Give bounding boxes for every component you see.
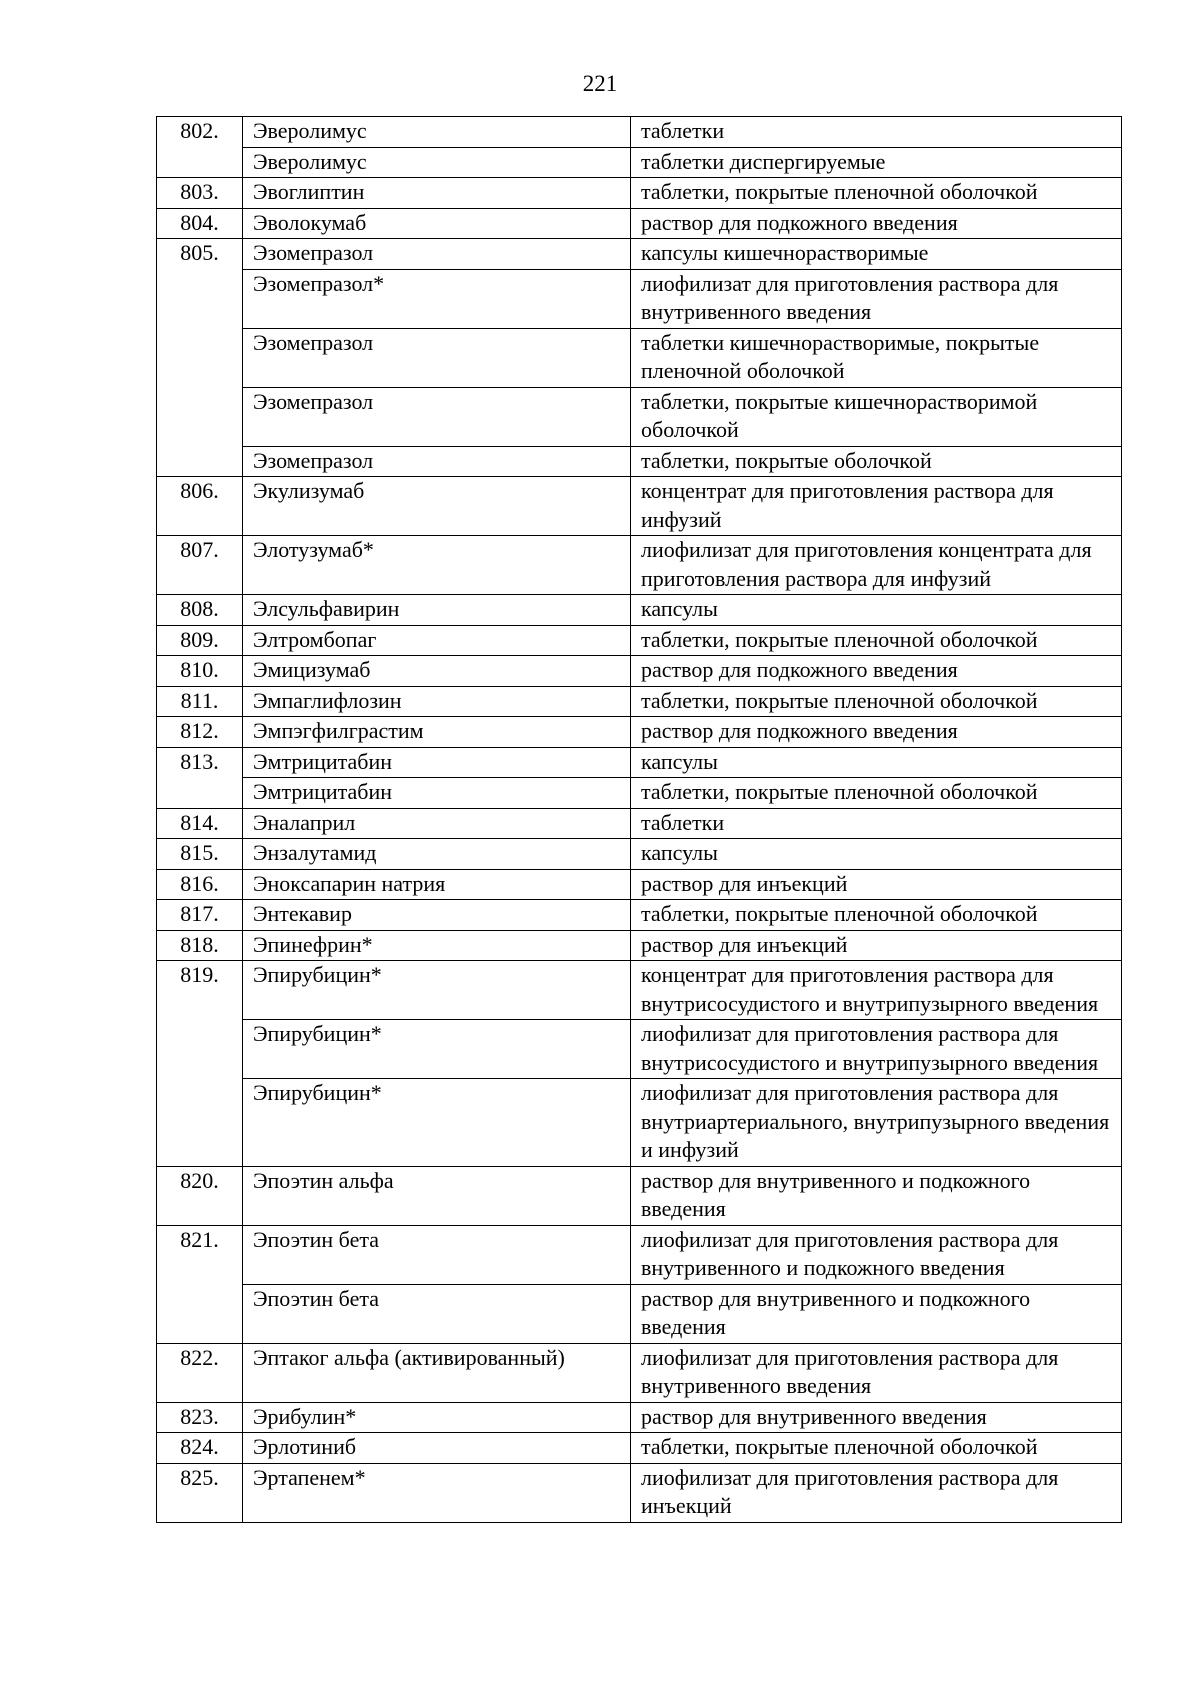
table-row — [157, 1079, 1122, 1167]
drug-name: Эмицизумаб — [243, 656, 631, 687]
table-row — [157, 595, 1122, 626]
drug-name: Элотузумаб* — [243, 536, 631, 595]
dosage-form: лиофилизат для приготовления раствора для внутривенного введения — [631, 1343, 1122, 1402]
drug-name: Элсульфавирин — [243, 595, 631, 626]
table-row — [157, 961, 1122, 1020]
drug-name: Эзомепразол — [243, 446, 631, 477]
item-number: 803. — [157, 178, 243, 209]
dosage-form: капсулы кишечнорастворимые — [631, 239, 1122, 270]
dosage-form: лиофилизат для приготовления концентрата для приготовления раствора для инфузий — [631, 536, 1122, 595]
item-number: 802. — [157, 117, 243, 178]
drug-name: Эпоэтин бета — [243, 1284, 631, 1343]
dosage-form: капсулы — [631, 747, 1122, 778]
dosage-form: таблетки, покрытые пленочной оболочкой — [631, 178, 1122, 209]
table-row — [157, 1020, 1122, 1079]
drug-name: Эпоэтин бета — [243, 1225, 631, 1284]
drug-name: Эпирубицин* — [243, 961, 631, 1020]
drug-name: Энзалутамид — [243, 839, 631, 870]
item-number: 812. — [157, 717, 243, 748]
item-number: 810. — [157, 656, 243, 687]
item-number: 816. — [157, 869, 243, 900]
table-row — [157, 269, 1122, 328]
table-row — [157, 808, 1122, 839]
table-row — [157, 686, 1122, 717]
drug-name: Эмпэгфилграстим — [243, 717, 631, 748]
dosage-form: таблетки, покрытые оболочкой — [631, 446, 1122, 477]
table-row — [157, 208, 1122, 239]
table-row — [157, 117, 1122, 148]
dosage-form: раствор для внутривенного введения — [631, 1402, 1122, 1433]
item-number: 807. — [157, 536, 243, 595]
item-number: 815. — [157, 839, 243, 870]
item-number: 806. — [157, 477, 243, 536]
table-row — [157, 625, 1122, 656]
page-number: 221 — [582, 71, 618, 96]
table-row — [157, 656, 1122, 687]
drug-name: Экулизумаб — [243, 477, 631, 536]
item-number: 811. — [157, 686, 243, 717]
drug-name: Эмтрицитабин — [243, 747, 631, 778]
table-row — [157, 446, 1122, 477]
dosage-form: раствор для инъекций — [631, 869, 1122, 900]
table-row — [157, 178, 1122, 209]
table-row — [157, 747, 1122, 778]
table-row — [157, 477, 1122, 536]
item-number: 820. — [157, 1166, 243, 1225]
drug-name: Эрибулин* — [243, 1402, 631, 1433]
table-row — [157, 1463, 1122, 1522]
table-row — [157, 536, 1122, 595]
dosage-form: таблетки кишечнорастворимые, покрытые пленочной оболочкой — [631, 328, 1122, 387]
dosage-form: таблетки, покрытые пленочной оболочкой — [631, 900, 1122, 931]
dosage-form: лиофилизат для приготовления раствора для инъекций — [631, 1463, 1122, 1522]
drug-table — [156, 116, 1122, 1523]
dosage-form: таблетки, покрытые кишечнорастворимой оболочкой — [631, 387, 1122, 446]
drug-name: Эверолимус — [243, 117, 631, 148]
table-row — [157, 1402, 1122, 1433]
dosage-form: таблетки — [631, 117, 1122, 148]
drug-name: Эпирубицин* — [243, 1079, 631, 1167]
dosage-form: таблетки, покрытые пленочной оболочкой — [631, 1433, 1122, 1464]
dosage-form: лиофилизат для приготовления раствора для внутривенного введения — [631, 269, 1122, 328]
drug-name: Эверолимус — [243, 147, 631, 178]
table-row — [157, 387, 1122, 446]
table-row — [157, 778, 1122, 809]
drug-name: Эзомепразол* — [243, 269, 631, 328]
table-row — [157, 900, 1122, 931]
drug-name: Эзомепразол — [243, 387, 631, 446]
table-row — [157, 869, 1122, 900]
drug-name: Эртапенем* — [243, 1463, 631, 1522]
item-number: 823. — [157, 1402, 243, 1433]
table-row — [157, 1284, 1122, 1343]
item-number: 808. — [157, 595, 243, 626]
table-row — [157, 147, 1122, 178]
dosage-form: таблетки, покрытые пленочной оболочкой — [631, 778, 1122, 809]
drug-name: Эпирубицин* — [243, 1020, 631, 1079]
item-number: 814. — [157, 808, 243, 839]
dosage-form: таблетки — [631, 808, 1122, 839]
drug-name: Эмтрицитабин — [243, 778, 631, 809]
drug-name: Эволокумаб — [243, 208, 631, 239]
drug-name: Эптаког альфа (активированный) — [243, 1343, 631, 1402]
item-number: 821. — [157, 1225, 243, 1343]
dosage-form: таблетки диспергируемые — [631, 147, 1122, 178]
dosage-form: раствор для внутривенного и подкожного введения — [631, 1166, 1122, 1225]
table-row — [157, 328, 1122, 387]
item-number: 822. — [157, 1343, 243, 1402]
dosage-form: концентрат для приготовления раствора для инфузий — [631, 477, 1122, 536]
drug-name: Эноксапарин натрия — [243, 869, 631, 900]
drug-name: Эзомепразол — [243, 239, 631, 270]
item-number: 809. — [157, 625, 243, 656]
dosage-form: лиофилизат для приготовления раствора для внутрисосудистого и внутрипузырного введения — [631, 1020, 1122, 1079]
table-row — [157, 930, 1122, 961]
item-number: 805. — [157, 239, 243, 477]
drug-name: Эрлотиниб — [243, 1433, 631, 1464]
drug-name: Эмпаглифлозин — [243, 686, 631, 717]
drug-name: Энтекавир — [243, 900, 631, 931]
item-number: 824. — [157, 1433, 243, 1464]
dosage-form: лиофилизат для приготовления раствора для внутриартериального, внутрипузырного введения и инфузий — [631, 1079, 1122, 1167]
table-row — [157, 239, 1122, 270]
drug-name: Эналаприл — [243, 808, 631, 839]
dosage-form: раствор для инъекций — [631, 930, 1122, 961]
drug-name: Эвоглиптин — [243, 178, 631, 209]
table-row — [157, 839, 1122, 870]
table-row — [157, 1225, 1122, 1284]
dosage-form: раствор для внутривенного и подкожного введения — [631, 1284, 1122, 1343]
item-number: 825. — [157, 1463, 243, 1522]
dosage-form: лиофилизат для приготовления раствора для внутривенного и подкожного введения — [631, 1225, 1122, 1284]
drug-name: Эпинефрин* — [243, 930, 631, 961]
dosage-form: раствор для подкожного введения — [631, 208, 1122, 239]
dosage-form: капсулы — [631, 595, 1122, 626]
table-row — [157, 717, 1122, 748]
dosage-form: раствор для подкожного введения — [631, 717, 1122, 748]
dosage-form: таблетки, покрытые пленочной оболочкой — [631, 686, 1122, 717]
table-row — [157, 1433, 1122, 1464]
drug-table-body — [157, 117, 1122, 1523]
item-number: 813. — [157, 747, 243, 808]
dosage-form: таблетки, покрытые пленочной оболочкой — [631, 625, 1122, 656]
item-number: 819. — [157, 961, 243, 1167]
table-row — [157, 1166, 1122, 1225]
table-row — [157, 1343, 1122, 1402]
item-number: 804. — [157, 208, 243, 239]
drug-name: Эпоэтин альфа — [243, 1166, 631, 1225]
dosage-form: капсулы — [631, 839, 1122, 870]
drug-name: Эзомепразол — [243, 328, 631, 387]
dosage-form: концентрат для приготовления раствора для внутрисосудистого и внутрипузырного введения — [631, 961, 1122, 1020]
item-number: 818. — [157, 930, 243, 961]
dosage-form: раствор для подкожного введения — [631, 656, 1122, 687]
item-number: 817. — [157, 900, 243, 931]
drug-name: Элтромбопаг — [243, 625, 631, 656]
